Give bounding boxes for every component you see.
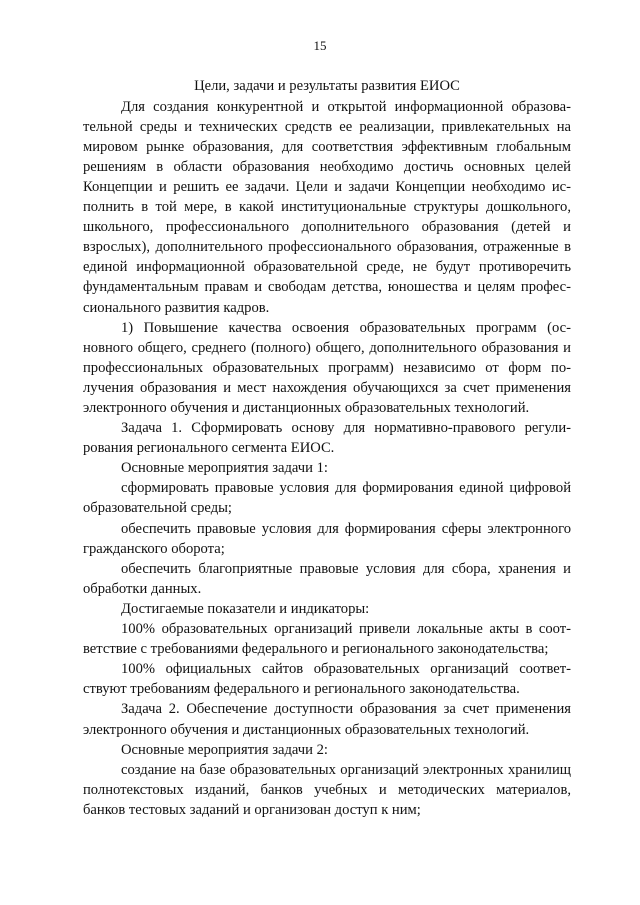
page-content — [83, 76, 571, 820]
paragraph-task-2: Задача 2. Обеспечение доступности образования за счет применения электронного обучения и дистанционных образовательных технологий. — [83, 701, 571, 738]
paragraph-intro: Для создания конкурентной и открытой информационной образовательной среды и технических средств ее реализации, привлекательных на мировом рынке образования, для соответствия эффективным глобальным решениям в области образования необходимо достичь основных целей Концепции и решить ее задачи. Цели и задачи Концепции необходимо исполнить в той мере, в какой институциональные структуры дошкольного, школьного, профессионального дополнительного образования (детей и взрослых), дополнительного профессионального образования, отраженные в единой информационной образовательной среде, не будут противоречить фундаментальным правам и свободам детства, юношества и целям профессионального развития кадров. — [83, 98, 571, 316]
paragraph-task-2-measure-1: создание на базе образовательных организаций электронных хранилищ полнотекстовых изданий, банков учебных и методических материалов, банков тестовых заданий и организован доступ к ним; — [83, 761, 571, 818]
paragraph-indicator-1: 100% образовательных организаций привели локальные акты в соответствие с требованиями федерального и регионального законодательства; — [83, 621, 571, 658]
paragraph-task-1-measure-3: обеспечить благоприятные правовые условия для сбора, хранения и обработки данных. — [83, 560, 571, 597]
paragraph-indicator-2: 100% официальных сайтов образовательных организаций соответствуют требованиям федерального и регионального законодательства. — [83, 661, 571, 698]
page-number: 15 — [313, 38, 327, 53]
paragraph-task-1-measure-2: обеспечить правовые условия для формирования сферы электронного гражданского оборота; — [83, 520, 571, 557]
paragraph-task-1-measures-heading: Основные мероприятия задачи 1: — [121, 460, 328, 477]
paragraph-indicators-heading: Достигаемые показатели и индикаторы: — [121, 600, 370, 617]
paragraph-goal-1: 1) Повышение качества освоения образовательных программ (основного общего, среднего (полного) общего, дополнительного образования и профессиональных образовательных программ) независимо от форм получения образования и мест нахождения обучающихся за счет применения электронного обучения и дистанционных образовательных технологий. — [83, 319, 571, 416]
paragraph-task-2-measures-heading: Основные мероприятия задачи 2: — [121, 741, 328, 758]
section-title: Цели, задачи и результаты развития ЕИОС — [194, 78, 460, 94]
paragraph-task-1-measure-1: сформировать правовые условия для формирования единой цифровой образовательной среды; — [83, 480, 571, 517]
paragraph-task-1: Задача 1. Сформировать основу для нормативно-правового регулирования регионального сегмента ЕИОС. — [83, 420, 571, 457]
